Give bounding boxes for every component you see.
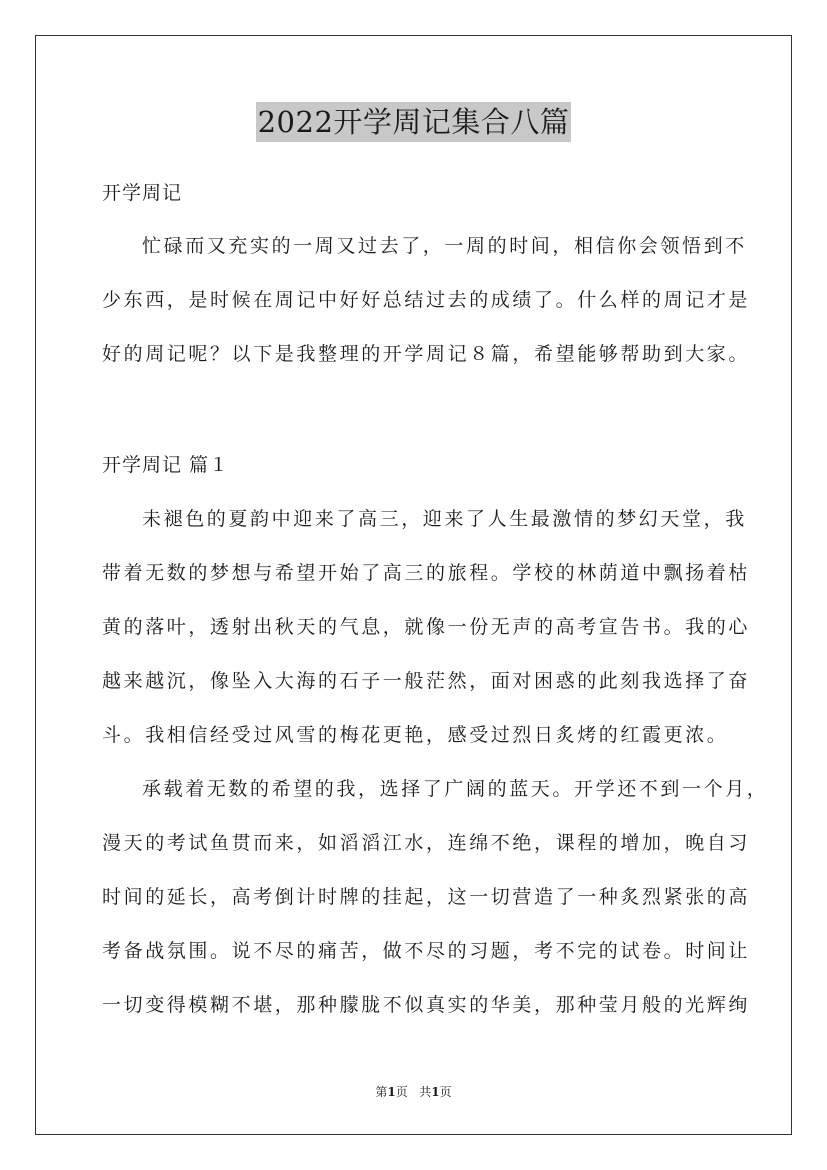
intro-line: 少东西，是时候在周记中好好总结过去的成绩了。什么样的周记才是 bbox=[102, 289, 751, 311]
document-title: 2022开学周记集合八篇 bbox=[256, 102, 572, 142]
footer-total-suffix: 页 bbox=[439, 1085, 452, 1099]
page-footer bbox=[0, 1083, 827, 1101]
paragraph-line: 漫天的考试鱼贯而来，如滔滔江水，连绵不绝，课程的增加，晚自习 bbox=[102, 832, 751, 854]
footer-page-number: 1 bbox=[387, 1085, 396, 1099]
paragraph-line: 时间的延长，高考倒计时牌的挂起，这一切营造了一种炙烈紧张的高 bbox=[102, 886, 751, 908]
paragraph-line: 未褪色的夏韵中迎来了高三，迎来了人生最激情的梦幻天堂，我 bbox=[142, 508, 747, 530]
paragraph-line: 一切变得模糊不堪，那种朦胧不似真实的华美，那种莹月般的光辉绚 bbox=[102, 994, 751, 1016]
paragraph-line: 斗。我相信经受过风雪的梅花更艳，感受过烈日炙烤的红霞更浓。 bbox=[102, 724, 729, 746]
paragraph-line: 带着无数的梦想与希望开始了高三的旅程。学校的林荫道中飘扬着枯 bbox=[102, 562, 751, 584]
footer-total-number: 1 bbox=[431, 1085, 440, 1099]
intro-line: 忙碌而又充实的一周又过去了，一周的时间，相信你会领悟到不 bbox=[142, 235, 747, 257]
paragraph-line: 考备战氛围。说不尽的痛苦，做不尽的习题，考不完的试卷。时间让 bbox=[102, 940, 751, 962]
intro-heading: 开学周记 bbox=[102, 182, 183, 204]
title-container bbox=[0, 102, 827, 142]
footer-total-prefix: 共 bbox=[419, 1085, 432, 1099]
paragraph-line: 越来越沉，像坠入大海的石子一般茫然，面对困惑的此刻我选择了奋 bbox=[102, 670, 751, 692]
section-heading: 开学周记 篇１ bbox=[102, 454, 230, 476]
footer-page-prefix: 第 bbox=[375, 1085, 388, 1099]
intro-line: 好的周记呢？以下是我整理的开学周记８篇，希望能够帮助到大家。 bbox=[102, 343, 751, 365]
footer-page-suffix: 页 bbox=[395, 1085, 408, 1099]
paragraph-line: 黄的落叶，透射出秋天的气息，就像一份无声的高考宣告书。我的心 bbox=[102, 616, 751, 638]
paragraph-line: 承载着无数的希望的我，选择了广阔的蓝天。开学还不到一个月， bbox=[142, 778, 769, 800]
